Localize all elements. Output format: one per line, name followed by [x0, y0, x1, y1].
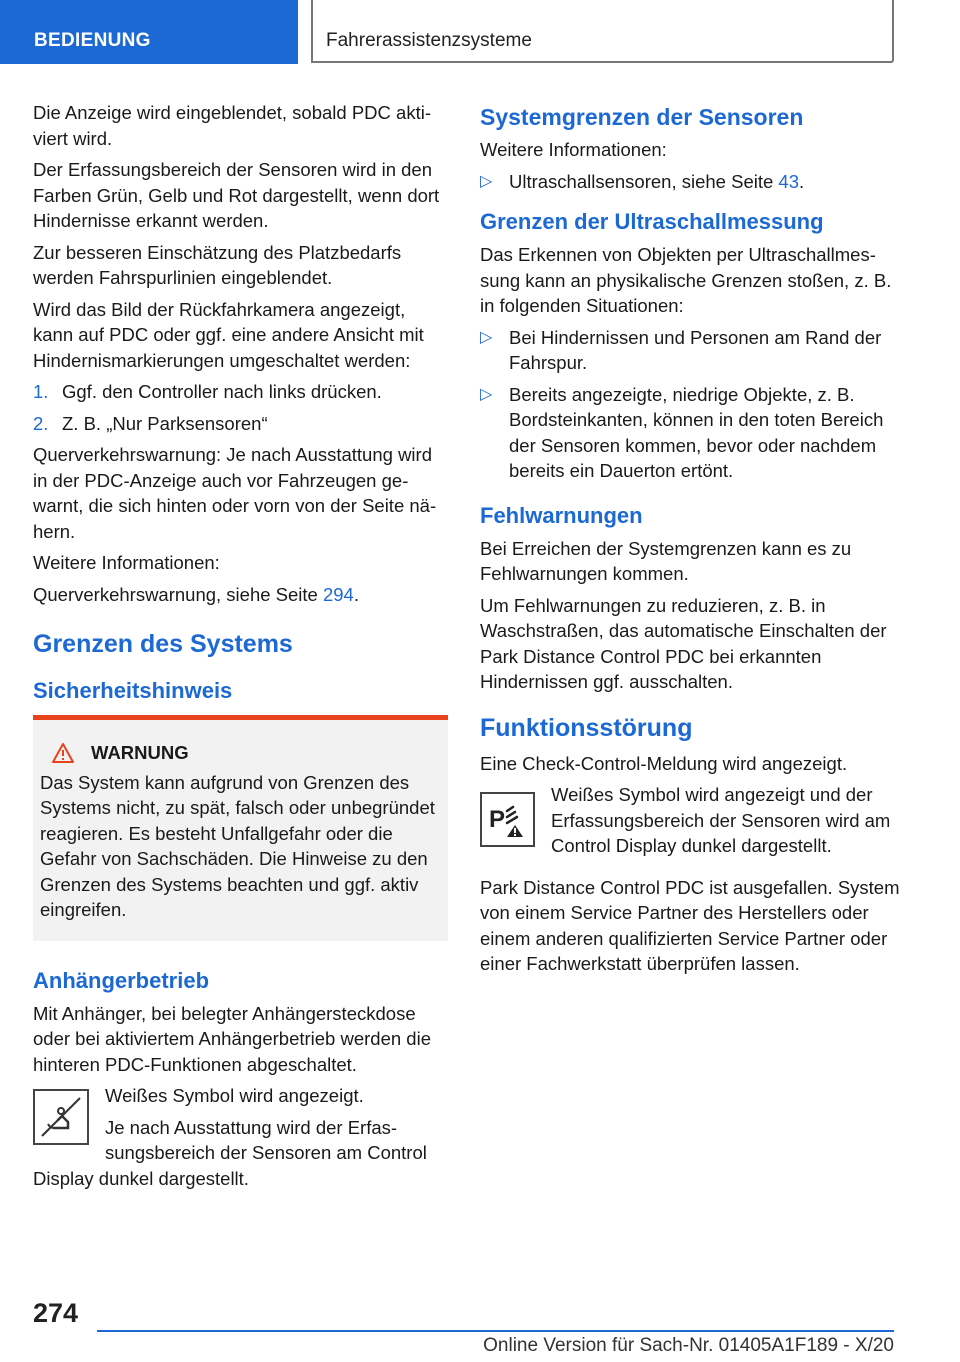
heading-false-warnings: Fehlwarnungen	[480, 502, 643, 528]
paragraph: Je nach Ausstattung wird der Erfassungsbereich der Sensoren am Control Display dunkel dargestellt.	[33, 1116, 427, 1189]
list-item	[33, 379, 448, 405]
section-tab	[0, 0, 298, 64]
chapter-title: Fahrerassistenzsysteme	[326, 30, 532, 51]
list-item: ▷ Ultraschallsensoren, siehe Seite 43.	[480, 169, 900, 195]
step-text: Z. B. „Nur Parksensoren“	[62, 412, 268, 434]
triangle-bullet-icon: ▷	[480, 172, 493, 190]
heading-malfunction: Funktionsstörung	[480, 713, 693, 742]
page-link-43[interactable]: 43	[778, 170, 799, 192]
ultrasonic-list	[480, 325, 900, 484]
warning-text: Das System kann aufgrund von Grenzen des Systems nicht, zu spät, falsch oder unbegründet reagieren. Es besteht Unfallgefahr oder die Gefahr von Sachschäden. Die Hinweise zu den Grenzen des Systems beachten und ggf. aktiv eingreifen.	[40, 771, 435, 920]
section-title: BEDIENUNG	[34, 30, 151, 51]
list-item: ▷ Bei Hindernissen und Personen am Rand der Fahrspur.	[480, 326, 882, 373]
paragraph: Der Erfassungsbereich der Sensoren wird in den Farben Grün, Gelb und Rot dargestellt, wenn dort Hindernisse erkannt werden.	[33, 159, 440, 231]
heading-system-limits: Grenzen des Systems	[33, 630, 293, 658]
warning-box	[33, 715, 448, 941]
steps-list	[33, 379, 448, 436]
paragraph: Wird das Bild der Rückfahrkamera angezeigt, kann auf PDC oder ggf. eine andere Ansicht mit Hindernismarkierungen umgeschaltet werden:	[33, 298, 424, 371]
heading-ultrasonic-limits: Grenzen der Ultraschallmessung	[480, 209, 824, 234]
paragraph: Zur besseren Einschätzung des Platzbedarfs werden Fahrspurlinien eingeblendet.	[33, 241, 402, 288]
footer-divider	[97, 1330, 894, 1332]
triangle-bullet-icon: ▷	[480, 385, 493, 403]
pdc-malfunction-icon	[480, 792, 535, 847]
paragraph: Weißes Symbol wird angezeigt.	[105, 1085, 364, 1106]
heading-safety-note: Sicherheitshinweis	[33, 678, 233, 703]
step-number: 1.	[33, 381, 49, 402]
paragraph: Bei Erreichen der Systemgrenzen kann es zu Fehlwarnungen kommen.	[480, 537, 852, 584]
warning-title: WARNUNG	[40, 740, 438, 766]
paragraph: Weißes Symbol wird angezeigt und der Erfassungsbereich der Sensoren wird am Control Display dunkel dargestellt.	[551, 784, 891, 856]
paragraph: Um Fehlwarnungen zu reduzieren, z. B. in Waschstraßen, das automatische Einschalten der Park Distance Control PDC bei erkannten Hindernissen ggf. ausschalten.	[480, 594, 887, 692]
left-column	[33, 100, 448, 1197]
chapter-tab	[311, 0, 894, 63]
warning-triangle-icon	[52, 743, 74, 763]
right-column	[480, 103, 900, 983]
paragraph: Eine Check-Control-Meldung wird angezeigt.	[480, 752, 848, 774]
paragraph: Querverkehrswarnung: Je nach Ausstattung wird in der PDC-Anzeige auch vor Fahrzeugen gewarnt, die sich hinten oder vorn von der Seite nähern.	[33, 444, 437, 542]
paragraph: Querverkehrswarnung, siehe Seite 294.	[33, 583, 359, 605]
paragraph: Park Distance Control PDC ist ausgefallen. System von einem Service Partner des Herstellers oder einem anderen qualifizierten Service Partner oder einer Fachwerkstatt überprüfen lassen.	[480, 876, 900, 974]
step-text: Ggf. den Controller nach links drücken.	[62, 381, 382, 402]
heading-trailer-mode: Anhängerbetrieb	[33, 967, 210, 993]
paragraph: Die Anzeige wird eingeblendet, sobald PDC aktiviert wird.	[33, 102, 431, 149]
list-item	[33, 411, 448, 437]
paragraph: Mit Anhänger, bei belegter Anhängersteckdose oder bei aktiviertem Anhängerbetrieb werden die hinteren PDC-Funktionen abgeschaltet.	[33, 1002, 431, 1075]
paragraph: Das Erkennen von Objekten per Ultraschallmessung kann an physikalische Grenzen stoßen, z. B. in folgenden Situationen:	[480, 244, 892, 316]
paragraph: Weitere Informationen:	[33, 552, 220, 573]
footer-version: Online Version für Sach-Nr. 01405A1F189 - X/20	[483, 1335, 894, 1356]
triangle-bullet-icon: ▷	[480, 328, 493, 346]
list-item: ▷ Bereits angezeigte, niedrige Objekte, z. B. Bordsteinkanten, können in den toten Bereich der Sensoren kommen, bevor oder nachdem bereits ein Dauerton ertönt.	[480, 383, 884, 481]
paragraph: Weitere Informationen:	[480, 139, 667, 160]
trailer-symbol-icon	[33, 1089, 89, 1145]
page-number: 274	[33, 1298, 79, 1328]
step-number: 2.	[33, 412, 49, 434]
sensor-info-list	[480, 169, 900, 195]
page-link-294[interactable]: 294	[322, 583, 354, 605]
svg-text:P: P	[488, 805, 505, 833]
heading-sensor-limits: Systemgrenzen der Sensoren	[480, 104, 804, 130]
